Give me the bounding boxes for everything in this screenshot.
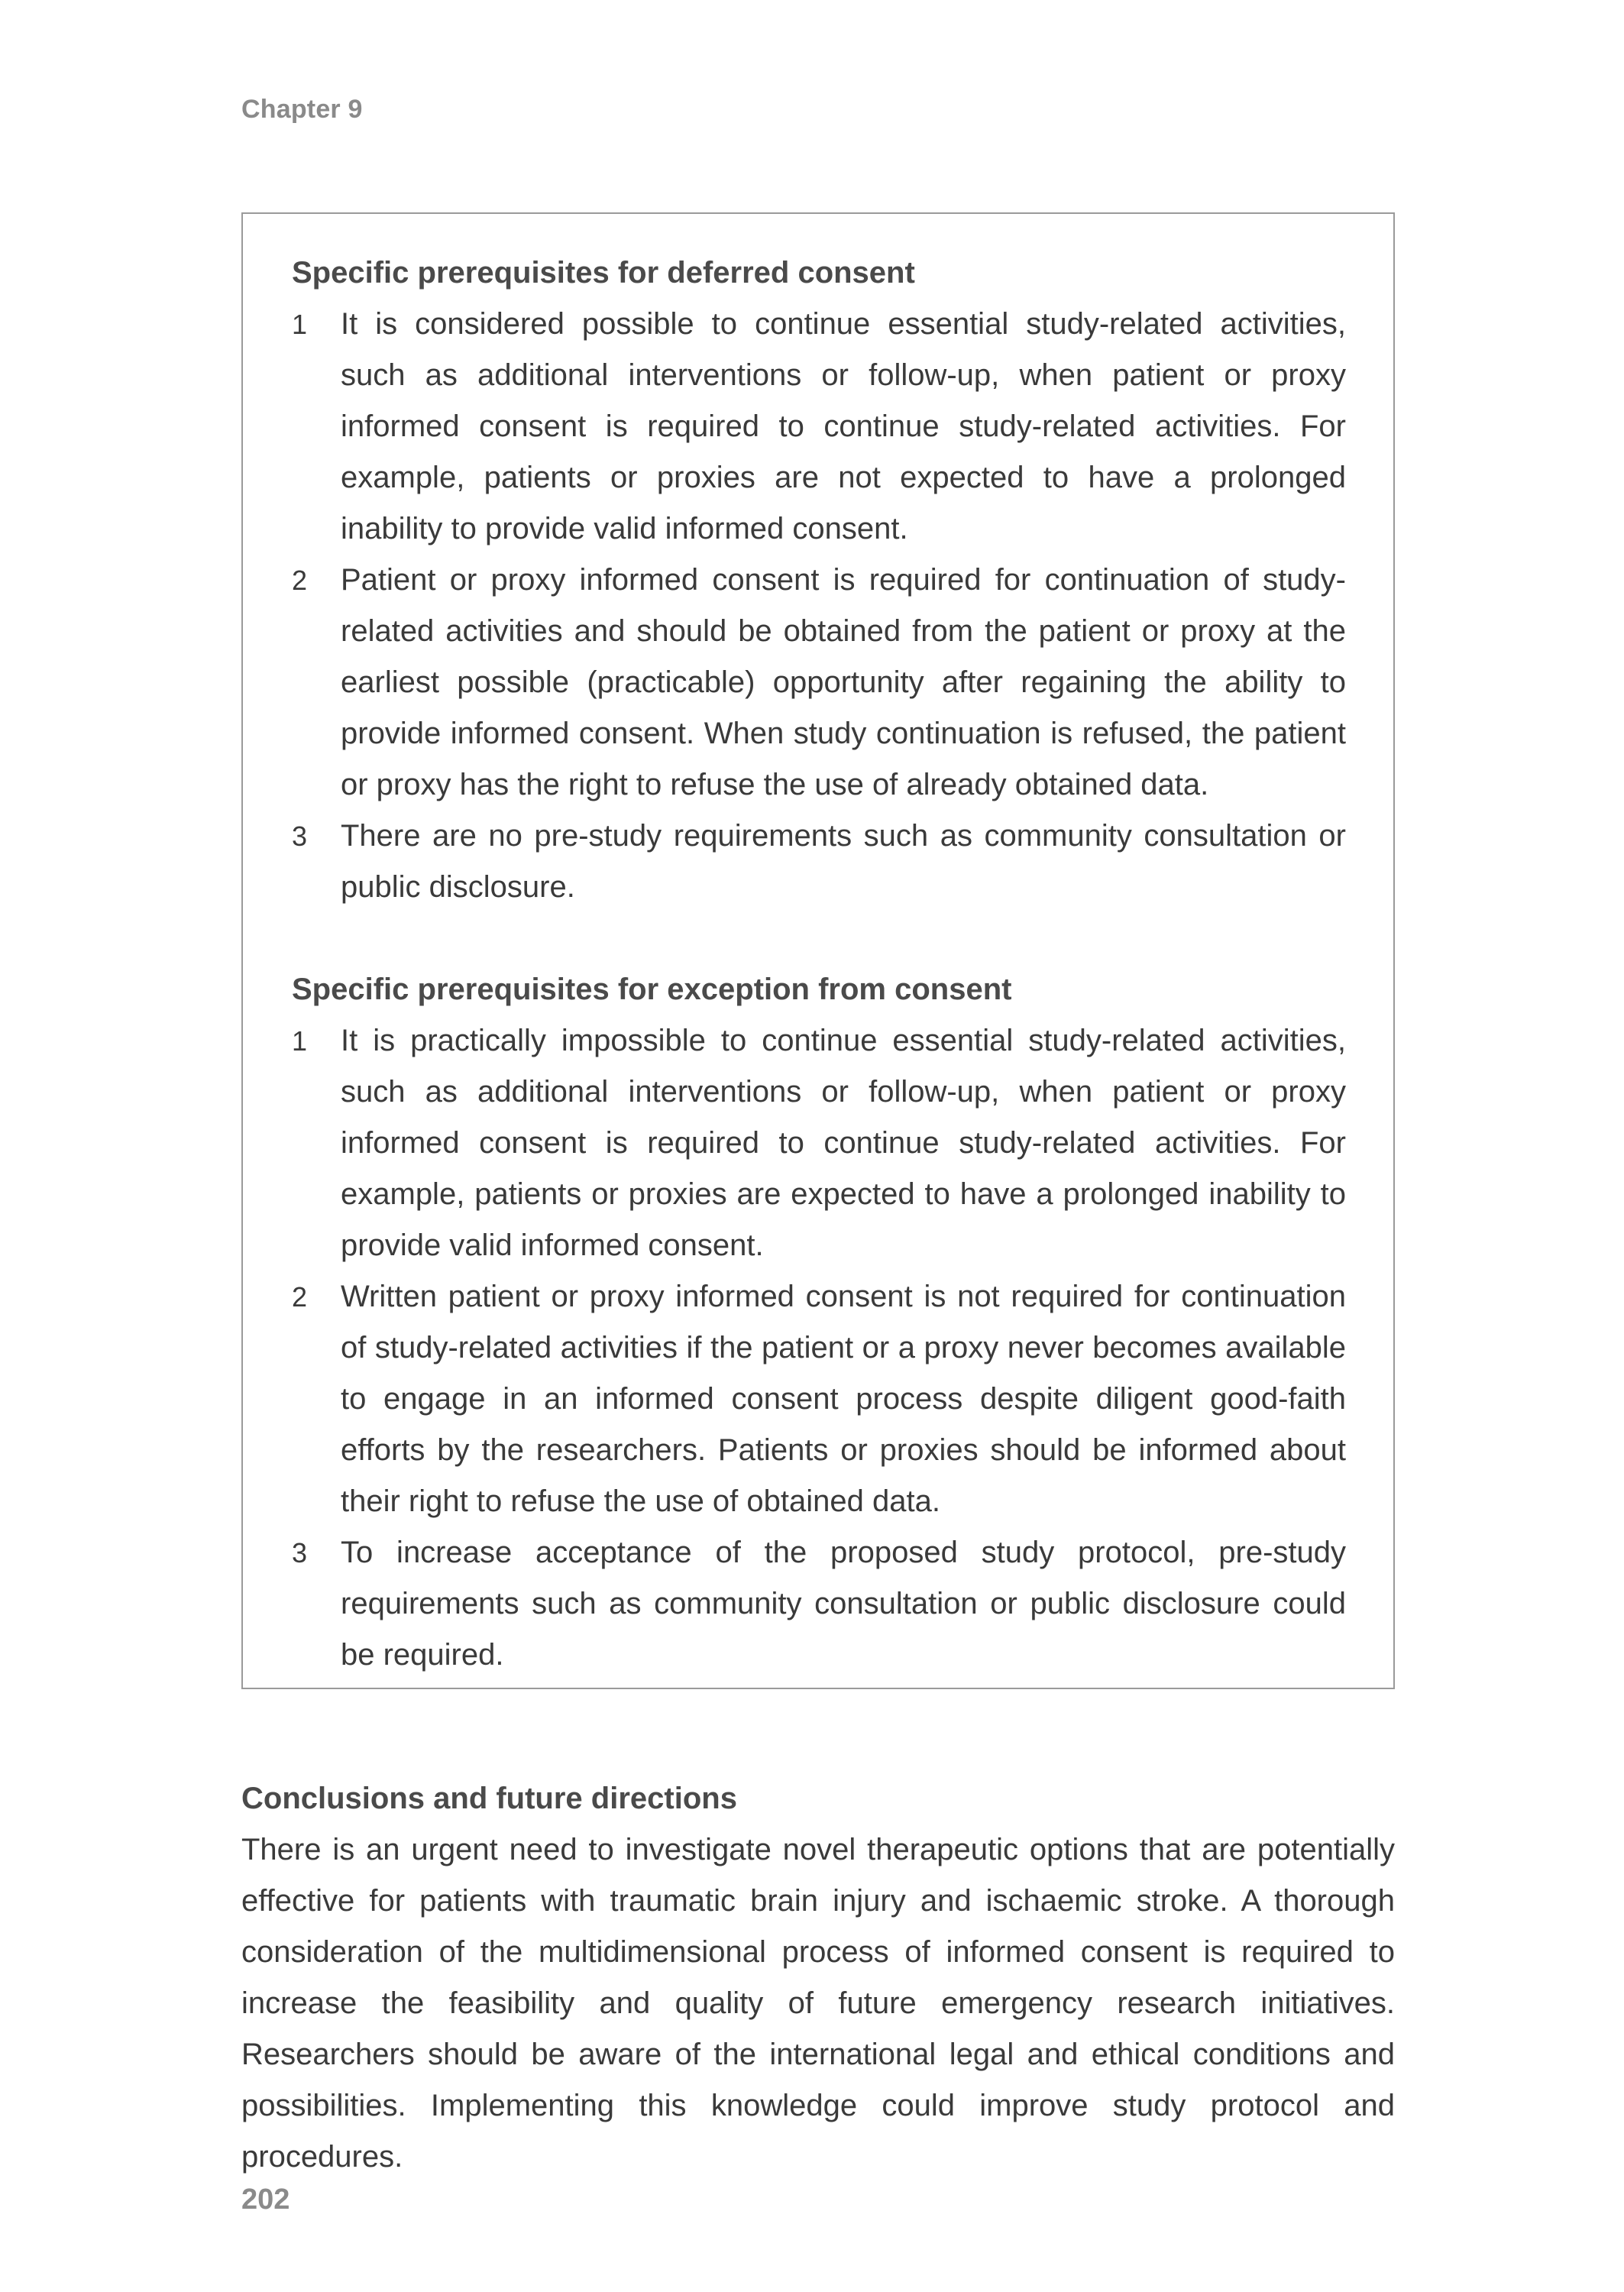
list-item-number: 1: [292, 309, 308, 340]
list-item-text: Patient or proxy informed consent is required for continuation of study-related activities and should be obtained from the patient or proxy at the earliest possible (practicable) opportunity after regaining the ability to provide informed consent. When study continuation is refused, the patient or proxy has the right to refuse the use of already obtained data.: [341, 563, 1346, 801]
deferred-consent-heading: Specific prerequisites for deferred consent: [292, 256, 915, 290]
conclusions-paragraph: There is an urgent need to investigate novel therapeutic options that are potentially effective for patients with traumatic brain injury and ischaemic stroke. A thorough consideration of the multidimensional process of informed consent is required to increase the feasibility and quality of future emergency research initiatives. Researchers should be aware of the international legal and ethical conditions and possibilities. Implementing this knowledge could improve study protocol and procedures.: [241, 1833, 1395, 2174]
list-item-number: 3: [292, 821, 308, 852]
list-item-text: It is practically impossible to continue essential study-related activities, such as additional interventions or follow-up, when patient or proxy informed consent is required to continue study-related activities. For example, patients or proxies are expected to have a prolonged inability to provide valid informed consent.: [341, 1024, 1346, 1262]
list-item-text: There are no pre-study requirements such as community consultation or public disclosure.: [341, 819, 1346, 904]
list-item: [292, 811, 1346, 913]
list-item: [292, 1015, 1346, 1271]
running-head: Chapter 9: [241, 95, 363, 124]
conclusions-heading: Conclusions and future directions: [241, 1782, 737, 1815]
list-item-text: To increase acceptance of the proposed study protocol, pre-study requirements such as community consultation or public disclosure could be required.: [341, 1536, 1346, 1672]
prerequisites-box-content: [292, 248, 1346, 1681]
list-item: [292, 299, 1346, 555]
list-item-text: Written patient or proxy informed consent is not required for continuation of study-related activities if the patient or a proxy never becomes available to engage in an informed consent process despite diligent good-faith efforts by the researchers. Patients or proxies should be informed about their right to refuse the use of obtained data.: [341, 1280, 1346, 1518]
deferred-consent-list: [292, 299, 1346, 913]
list-item: [292, 1271, 1346, 1527]
list-item-number: 3: [292, 1537, 308, 1568]
list-item-number: 2: [292, 1281, 308, 1313]
list-item: [292, 555, 1346, 811]
exception-consent-list: [292, 1015, 1346, 1681]
page-number: 202: [241, 2184, 290, 2216]
spacer: [292, 913, 1346, 964]
list-item-text: It is considered possible to continue essential study-related activities, such as additional interventions or follow-up, when patient or proxy informed consent is required to continue study-related activities. For example, patients or proxies are not expected to have a prolonged inability to provide valid informed consent.: [341, 307, 1346, 545]
list-item-number: 2: [292, 565, 308, 596]
list-item: [292, 1527, 1346, 1681]
exception-consent-heading: Specific prerequisites for exception from consent: [292, 973, 1012, 1006]
prerequisites-box: [241, 212, 1395, 1689]
list-item-number: 1: [292, 1025, 308, 1057]
